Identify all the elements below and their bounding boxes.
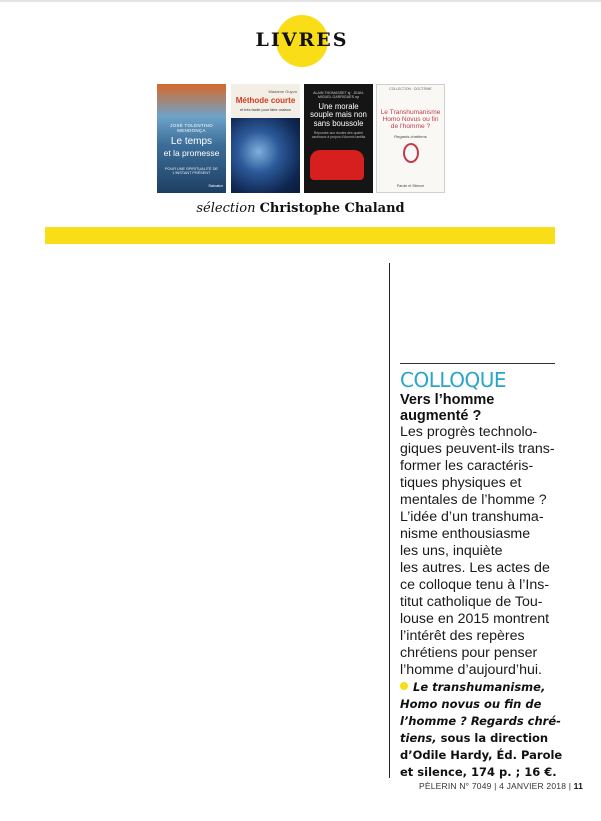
top-rule bbox=[0, 0, 601, 2]
reference-title: tiens, bbox=[400, 731, 437, 745]
reference-line: d’Odile Hardy, Éd. Parole bbox=[400, 748, 563, 762]
footer-issue: PÈLERIN N° 7049 | 4 JANVIER 2018 | bbox=[419, 781, 572, 791]
cover-author: ALAIN THOMASSET sj · JEAN-MIGUEL GARRIGUES op bbox=[313, 91, 364, 99]
reference-line bbox=[400, 679, 555, 696]
cover-series: COLLECTION · DOCTRINE bbox=[389, 87, 432, 91]
cover-subtitle: Répondre aux doutes des quatre cardinaux à propos d'Amoris laetitia bbox=[311, 131, 366, 139]
reference-editor: sous la direction bbox=[436, 731, 549, 745]
reference-line bbox=[400, 730, 555, 747]
byline bbox=[0, 201, 601, 216]
cover-title: Le temps bbox=[170, 136, 213, 147]
cover-subtitle: Regards chrétiens bbox=[394, 134, 427, 139]
reference-title: Le transhumanisme, bbox=[413, 680, 546, 694]
article-kicker: COLLOQUE bbox=[400, 368, 507, 392]
headline-line: augmenté ? bbox=[400, 408, 482, 424]
book-covers-row bbox=[157, 84, 445, 194]
body-line: titut catholique de Tou- bbox=[400, 594, 543, 610]
article-reference bbox=[400, 679, 563, 781]
cover-title: Méthode courte bbox=[235, 96, 296, 105]
yellow-bullet-icon bbox=[400, 682, 408, 690]
cover-une-morale-souple[interactable] bbox=[304, 84, 373, 193]
body-line: les autres. Les actes de bbox=[400, 560, 550, 576]
body-line: mentales de l’homme ? bbox=[400, 492, 547, 508]
body-line: nisme enthousiasme bbox=[400, 526, 531, 542]
body-line: l’homme d’aujourd’hui. bbox=[400, 662, 542, 678]
cover-title: Une morale souple mais non sans boussole bbox=[310, 102, 367, 128]
cover-publisher: Salvator bbox=[208, 183, 223, 188]
reference-line bbox=[400, 713, 561, 730]
headline-line: Vers l’homme bbox=[400, 392, 495, 408]
article-colloque bbox=[400, 363, 563, 781]
page-number: 11 bbox=[573, 781, 584, 791]
cover-stained-glass-image bbox=[231, 118, 300, 193]
section-title: LIVRES bbox=[255, 29, 349, 51]
body-line: giques peuvent-ils trans- bbox=[400, 441, 555, 457]
article-top-rule bbox=[400, 363, 555, 364]
body-line: chrétiens pour penser bbox=[400, 645, 538, 661]
page-footer bbox=[419, 781, 583, 791]
byline-author: Christophe Chaland bbox=[259, 201, 405, 216]
cover-publisher: Parole et Silence bbox=[396, 184, 425, 188]
cover-le-temps-et-la-promesse[interactable] bbox=[157, 84, 226, 193]
body-line: Les progrès technolo- bbox=[400, 424, 538, 440]
reference-line: et silence, 174 p. ; 16 €. bbox=[400, 765, 557, 779]
column-divider bbox=[389, 263, 390, 778]
body-line: les uns, inquiète bbox=[400, 543, 503, 559]
body-line: ce colloque tenu à l’Ins- bbox=[400, 577, 550, 593]
yellow-band bbox=[45, 227, 555, 244]
reference-line bbox=[400, 696, 555, 713]
cover-red-couch-image bbox=[310, 150, 364, 180]
body-line: former les caractéris- bbox=[400, 458, 534, 474]
cover-subtitle: et très facile pour faire oraison bbox=[239, 108, 292, 112]
cover-le-transhumanisme[interactable] bbox=[376, 84, 445, 193]
cover-figure-icon bbox=[403, 143, 419, 163]
body-line: L’idée d’un transhuma- bbox=[400, 509, 544, 525]
byline-prefix: sélection bbox=[196, 201, 256, 216]
body-line: louse en 2015 montrent bbox=[400, 611, 550, 627]
cover-methode-courte[interactable] bbox=[231, 84, 300, 193]
cover-author: Madame Guyon bbox=[268, 89, 297, 94]
reference-title: Homo novus ou fin de bbox=[400, 697, 542, 711]
article-body bbox=[400, 424, 555, 679]
body-line: tiques physiques et bbox=[400, 475, 522, 491]
cover-author: JOSÉ TOLENTINO MENDONÇA bbox=[170, 123, 213, 133]
cover-title: et la promesse bbox=[163, 148, 220, 158]
reference-title: l’homme ? Regards chré- bbox=[400, 714, 561, 728]
article-headline bbox=[400, 392, 555, 424]
body-line: l’intérêt des repères bbox=[400, 628, 525, 644]
cover-subtitle: POUR UNE SPIRITUALITÉ DE L'INSTANT PRÉSENT bbox=[165, 167, 218, 176]
cover-title: Le Transhumanisme Homo Novus ou fin de l'homme ? bbox=[380, 109, 441, 131]
